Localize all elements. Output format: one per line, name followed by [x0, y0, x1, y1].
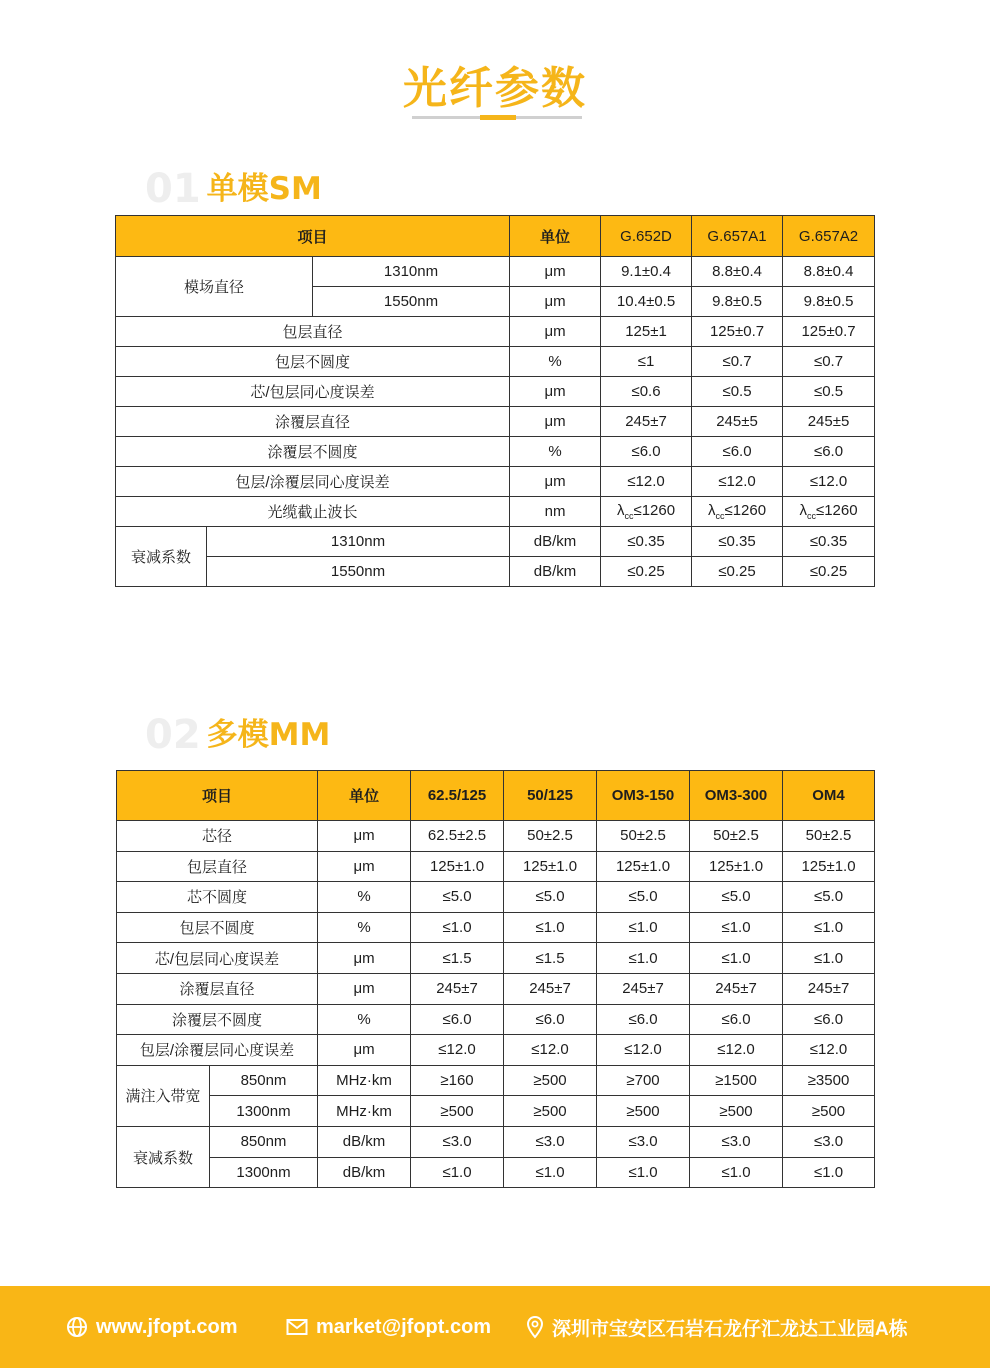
- cell: ≤0.7: [692, 347, 783, 377]
- group-label: 衰减系数: [117, 1126, 210, 1187]
- cell: ≤0.25: [783, 557, 875, 587]
- cell: ≥500: [597, 1096, 690, 1127]
- table-header-row: [116, 216, 875, 257]
- cell: ≤1.0: [504, 1157, 597, 1188]
- cell: ≤1.0: [783, 943, 875, 974]
- cell: ≤1.0: [411, 1157, 504, 1188]
- lambda-symbol: λ: [799, 502, 807, 519]
- cell: ≤0.25: [692, 557, 783, 587]
- cell: 245±5: [783, 407, 875, 437]
- section-title: 多模MM: [206, 717, 331, 753]
- group-label: 衰减系数: [116, 527, 207, 587]
- header-col: OM3-300: [690, 771, 783, 821]
- table-row: [117, 882, 875, 913]
- cell: ≤6.0: [504, 1004, 597, 1035]
- lambda-symbol: λ: [707, 502, 716, 519]
- row-label: 1300nm: [210, 1157, 318, 1188]
- row-unit: dB/km: [510, 557, 601, 587]
- row-unit: MHz·km: [318, 1096, 411, 1127]
- cell: [692, 497, 783, 527]
- row-label: 包层/涂覆层同心度误差: [117, 1035, 318, 1066]
- cell: 8.8±0.4: [783, 257, 875, 287]
- row-label: 1300nm: [210, 1096, 318, 1127]
- cell: ≥3500: [783, 1065, 875, 1096]
- cell: 125±1.0: [690, 851, 783, 882]
- row-label: 芯径: [117, 821, 318, 852]
- address-text: 深圳市宝安区石岩石龙仔汇龙达工业园A栋: [552, 1318, 908, 1340]
- cell: ≥1500: [690, 1065, 783, 1096]
- table-row: [117, 1126, 875, 1157]
- footer-email[interactable]: [286, 1286, 491, 1368]
- cell: ≤0.5: [783, 377, 875, 407]
- row-label: 光缆截止波长: [116, 497, 510, 527]
- header-col: 62.5/125: [411, 771, 504, 821]
- cell: 62.5±2.5: [411, 821, 504, 852]
- cell: ≤6.0: [411, 1004, 504, 1035]
- table-header-row: [117, 771, 875, 821]
- row-label: 涂覆层直径: [117, 973, 318, 1004]
- cell: ≤12.0: [692, 467, 783, 497]
- header-col: OM4: [783, 771, 875, 821]
- cell: ≤6.0: [783, 1004, 875, 1035]
- cell: 245±7: [690, 973, 783, 1004]
- table-row: [117, 1065, 875, 1096]
- row-label: 850nm: [210, 1065, 318, 1096]
- row-label: 850nm: [210, 1126, 318, 1157]
- row-unit: %: [510, 437, 601, 467]
- cell: ≤1.0: [783, 1157, 875, 1188]
- website-link[interactable]: www.jfopt.com: [96, 1315, 238, 1338]
- title-underline-accent: [480, 115, 516, 120]
- table-row: [116, 437, 875, 467]
- page-title: 光纤参数: [403, 63, 587, 114]
- row-label: 包层直径: [116, 317, 510, 347]
- table-row: [117, 821, 875, 852]
- header-col: OM3-150: [597, 771, 690, 821]
- row-label: 涂覆层不圆度: [117, 1004, 318, 1035]
- header-unit: 单位: [510, 216, 601, 257]
- table-row: [116, 377, 875, 407]
- header-item: 项目: [117, 771, 318, 821]
- row-unit: %: [318, 912, 411, 943]
- group-label: 模场直径: [116, 257, 313, 317]
- cell-value: ≤1260: [724, 502, 767, 519]
- section-title: 单模SM: [206, 171, 322, 207]
- cell: ≤5.0: [783, 882, 875, 913]
- lambda-subscript: cc: [624, 511, 634, 521]
- row-unit: μm: [510, 287, 601, 317]
- cell: 245±7: [411, 973, 504, 1004]
- cell: ≤3.0: [783, 1126, 875, 1157]
- footer-address: [526, 1286, 908, 1368]
- lambda-subscript: cc: [806, 511, 816, 521]
- row-unit: %: [318, 1004, 411, 1035]
- cell: ≤0.25: [601, 557, 692, 587]
- cell: ≤1.0: [504, 912, 597, 943]
- cell: ≤1.0: [690, 912, 783, 943]
- row-unit: dB/km: [318, 1126, 411, 1157]
- header-col: G.657A2: [783, 216, 875, 257]
- cell: 9.8±0.5: [783, 287, 875, 317]
- row-label: 涂覆层直径: [116, 407, 510, 437]
- mail-icon: [286, 1318, 308, 1336]
- cell: ≤12.0: [597, 1035, 690, 1066]
- cell: ≤12.0: [690, 1035, 783, 1066]
- cell: 50±2.5: [597, 821, 690, 852]
- cell: 9.8±0.5: [692, 287, 783, 317]
- group-label: 满注入带宽: [117, 1065, 210, 1126]
- row-unit: %: [510, 347, 601, 377]
- cell: ≤0.7: [783, 347, 875, 377]
- row-unit: MHz·km: [318, 1065, 411, 1096]
- cell: 50±2.5: [690, 821, 783, 852]
- cell: [601, 497, 692, 527]
- cell: ≤1.0: [597, 1157, 690, 1188]
- cell: ≤6.0: [597, 1004, 690, 1035]
- cell: 125±1: [601, 317, 692, 347]
- cell: ≤5.0: [504, 882, 597, 913]
- section-heading-mm: [145, 706, 330, 756]
- row-unit: nm: [510, 497, 601, 527]
- location-pin-icon: [526, 1315, 544, 1339]
- globe-icon: [66, 1316, 88, 1338]
- row-label: 包层不圆度: [117, 912, 318, 943]
- row-label: 涂覆层不圆度: [116, 437, 510, 467]
- cell: ≤12.0: [783, 467, 875, 497]
- row-unit: %: [318, 882, 411, 913]
- cell: ≤1.5: [411, 943, 504, 974]
- row-unit: dB/km: [318, 1157, 411, 1188]
- single-mode-table: [115, 215, 875, 587]
- cell: ≥700: [597, 1065, 690, 1096]
- cell: ≤0.5: [692, 377, 783, 407]
- cell: 9.1±0.4: [601, 257, 692, 287]
- header-unit: 单位: [318, 771, 411, 821]
- cell: 245±7: [601, 407, 692, 437]
- row-unit: μm: [318, 943, 411, 974]
- header-item: 项目: [116, 216, 510, 257]
- row-unit: μm: [510, 407, 601, 437]
- cell: [783, 497, 875, 527]
- table-row: [116, 557, 875, 587]
- cell: 50±2.5: [504, 821, 597, 852]
- cell: ≤1: [601, 347, 692, 377]
- table-row: [117, 1004, 875, 1035]
- table-row: [116, 467, 875, 497]
- table-row: [116, 497, 875, 527]
- table-row: [117, 912, 875, 943]
- cell: ≤3.0: [411, 1126, 504, 1157]
- row-label: 1550nm: [207, 557, 510, 587]
- cell: 125±1.0: [597, 851, 690, 882]
- cell: 8.8±0.4: [692, 257, 783, 287]
- cell: ≤1.0: [783, 912, 875, 943]
- cell: ≤1.0: [411, 912, 504, 943]
- cell: 125±0.7: [692, 317, 783, 347]
- cell-value: ≤1260: [633, 502, 676, 519]
- table-row: [117, 851, 875, 882]
- cell: 245±7: [783, 973, 875, 1004]
- cell: ≤0.35: [692, 527, 783, 557]
- cell: ≤6.0: [692, 437, 783, 467]
- cell: ≤3.0: [690, 1126, 783, 1157]
- cell-value: ≤1260: [815, 502, 858, 519]
- cell: ≤0.6: [601, 377, 692, 407]
- row-unit: μm: [318, 1035, 411, 1066]
- row-unit: μm: [510, 317, 601, 347]
- cell: 125±1.0: [504, 851, 597, 882]
- table-row: [117, 1096, 875, 1127]
- table-row: [117, 973, 875, 1004]
- cell: ≤6.0: [783, 437, 875, 467]
- row-unit: dB/km: [510, 527, 601, 557]
- header-col: G.652D: [601, 216, 692, 257]
- cell: 50±2.5: [783, 821, 875, 852]
- cell: ≤1.5: [504, 943, 597, 974]
- cell: ≤12.0: [411, 1035, 504, 1066]
- cell: ≤5.0: [690, 882, 783, 913]
- cell: ≥500: [783, 1096, 875, 1127]
- row-label: 包层直径: [117, 851, 318, 882]
- footer-bar: [0, 1286, 990, 1368]
- cell: ≤6.0: [601, 437, 692, 467]
- section-heading-sm: [145, 160, 322, 210]
- cell: ≥500: [504, 1096, 597, 1127]
- email-link[interactable]: market@jfopt.com: [316, 1315, 492, 1338]
- table-row: [116, 347, 875, 377]
- table-row: [116, 257, 875, 287]
- header-col: G.657A1: [692, 216, 783, 257]
- header-col: 50/125: [504, 771, 597, 821]
- table-row: [116, 317, 875, 347]
- cell: 245±7: [504, 973, 597, 1004]
- row-unit: μm: [510, 377, 601, 407]
- cell: ≤5.0: [597, 882, 690, 913]
- table-row: [117, 943, 875, 974]
- cell: ≤6.0: [690, 1004, 783, 1035]
- section-number: 01: [145, 166, 201, 212]
- cell: ≤3.0: [597, 1126, 690, 1157]
- cell: ≤12.0: [504, 1035, 597, 1066]
- cell: ≤1.0: [690, 943, 783, 974]
- row-unit: μm: [318, 973, 411, 1004]
- cell: 10.4±0.5: [601, 287, 692, 317]
- cell: 245±5: [692, 407, 783, 437]
- cell: ≤1.0: [597, 943, 690, 974]
- cell: ≤12.0: [783, 1035, 875, 1066]
- row-label: 芯/包层同心度误差: [116, 377, 510, 407]
- row-label: 芯不圆度: [117, 882, 318, 913]
- cell: ≤1.0: [690, 1157, 783, 1188]
- table-row: [117, 1035, 875, 1066]
- footer-website[interactable]: [66, 1286, 237, 1368]
- cell: ≥500: [411, 1096, 504, 1127]
- cell: ≤5.0: [411, 882, 504, 913]
- row-unit: μm: [318, 851, 411, 882]
- row-label: 包层不圆度: [116, 347, 510, 377]
- cell: ≥160: [411, 1065, 504, 1096]
- row-unit: μm: [510, 257, 601, 287]
- row-unit: μm: [510, 467, 601, 497]
- cell: 125±0.7: [783, 317, 875, 347]
- row-label: 包层/涂覆层同心度误差: [116, 467, 510, 497]
- lambda-symbol: λ: [616, 502, 625, 519]
- cell: 125±1.0: [783, 851, 875, 882]
- cell: ≤0.35: [601, 527, 692, 557]
- row-label: 1310nm: [207, 527, 510, 557]
- cell: ≥500: [504, 1065, 597, 1096]
- multi-mode-table: [116, 770, 875, 1188]
- table-row: [116, 527, 875, 557]
- row-unit: μm: [318, 821, 411, 852]
- row-label: 芯/包层同心度误差: [117, 943, 318, 974]
- cell: ≤12.0: [601, 467, 692, 497]
- cell: 125±1.0: [411, 851, 504, 882]
- cell: ≤3.0: [504, 1126, 597, 1157]
- cell: ≥500: [690, 1096, 783, 1127]
- table-row: [116, 407, 875, 437]
- section-number: 02: [145, 712, 201, 758]
- cell: ≤0.35: [783, 527, 875, 557]
- cell: 245±7: [597, 973, 690, 1004]
- lambda-subscript: cc: [715, 511, 725, 521]
- row-label: 1310nm: [313, 257, 510, 287]
- cell: ≤1.0: [597, 912, 690, 943]
- row-label: 1550nm: [313, 287, 510, 317]
- table-row: [117, 1157, 875, 1188]
